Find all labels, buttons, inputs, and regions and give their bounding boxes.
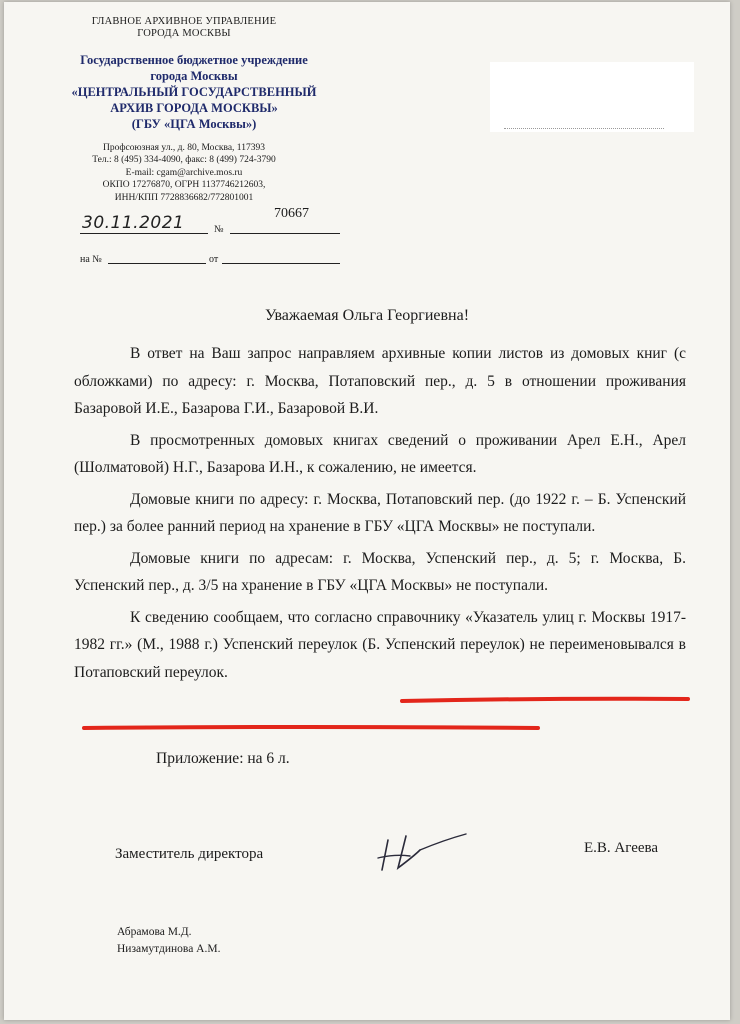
org-phone: Тел.: 8 (495) 334-4090, факс: 8 (499) 724-3790: [92, 155, 276, 166]
org-address: Профсоюзная ул., д. 80, Москва, 117393: [103, 143, 265, 153]
org-line-2: города Москвы: [150, 69, 238, 83]
letter-date: 30.11.2021: [82, 213, 185, 233]
directorate-line-1: ГЛАВНОЕ АРХИВНОЕ УПРАВЛЕНИЕ: [91, 16, 277, 27]
org-email: E-mail: cgam@archive.mos.ru: [125, 167, 243, 178]
letter-sheet: [4, 2, 730, 1020]
paragraph-1: В ответ на Ваш запрос направляем архивные копии листов из домовых книг (с обложками) по адресу: г. Москва, Потаповский пер., д. 5 в отношении проживания Базаровой И.Е., Базарова Г.И., Базаровой В.И.: [74, 345, 686, 417]
from-line: [222, 263, 340, 264]
org-line-1: Государственное бюджетное учреждение: [80, 53, 308, 67]
reference-label: на №: [80, 254, 102, 265]
org-line-5: (ГБУ «ЦГА Москвы»): [131, 117, 257, 131]
org-contacts: [64, 142, 304, 204]
org-line-4: АРХИВ ГОРОДА МОСКВЫ»: [110, 101, 278, 115]
executor-1: Абрамова М.Д.: [117, 926, 192, 938]
highlight-underline-2: [84, 727, 538, 728]
signer-name: Е.В. Агеева: [584, 840, 659, 856]
highlight-underline-1: [402, 699, 688, 701]
paragraph-3: Домовые книги по адресу: г. Москва, Потаповский пер. (до 1922 г. – Б. Успенский пер.) за более ранний период на хранение в ГБУ «ЦГА Москвы» не поступали.: [74, 490, 686, 535]
paragraph-5: К сведению сообщаем, что согласно справочнику «Указатель улиц г. Москвы 1917-1982 гг.» (М., 1988 г.) Успенский переулок (Б. Успенский переулок) не переименовывался в Потаповский переулок.: [74, 608, 686, 681]
organization-name: [44, 52, 344, 132]
number-label: №: [214, 224, 224, 235]
org-okpo: ОКПО 17276870, ОГРН 1137746212603,: [102, 180, 266, 191]
registration-number: 70667: [274, 206, 309, 221]
letter-greeting: Уважаемая Ольга Георгиевна!: [264, 307, 470, 324]
attachment-note: Приложение: на 6 л.: [156, 750, 290, 767]
executors: [117, 924, 220, 958]
redaction-residue: [504, 128, 664, 131]
number-line: [230, 233, 340, 234]
letter-body: [74, 340, 686, 690]
directorate-heading: [64, 16, 304, 40]
from-label: от: [209, 254, 219, 265]
org-inn: ИНН/КПП 7728836682/772801001: [114, 192, 254, 203]
paragraph-2: В просмотренных домовых книгах сведений о проживании Арел Е.Н., Арел (Шолматовой) Н.Г., Базарова И.Н., к сожалению, не имеется.: [74, 431, 686, 476]
redacted-recipient-block: [490, 62, 694, 132]
date-line: [80, 233, 208, 234]
handwritten-signature: [374, 830, 474, 874]
signer-position: Заместитель директора: [115, 846, 264, 862]
paragraph-4: Домовые книги по адресам: г. Москва, Успенский пер., д. 5; г. Москва, Б. Успенский пер., д. 3/5 на хранение в ГБУ «ЦГА Москвы» не поступали.: [74, 549, 686, 594]
directorate-line-2: ГОРОДА МОСКВЫ: [137, 28, 231, 39]
org-line-3: «ЦЕНТРАЛЬНЫЙ ГОСУДАРСТВЕННЫЙ: [71, 85, 317, 99]
executor-2: Низамутдинова А.М.: [117, 943, 221, 955]
reference-line: [108, 263, 206, 264]
